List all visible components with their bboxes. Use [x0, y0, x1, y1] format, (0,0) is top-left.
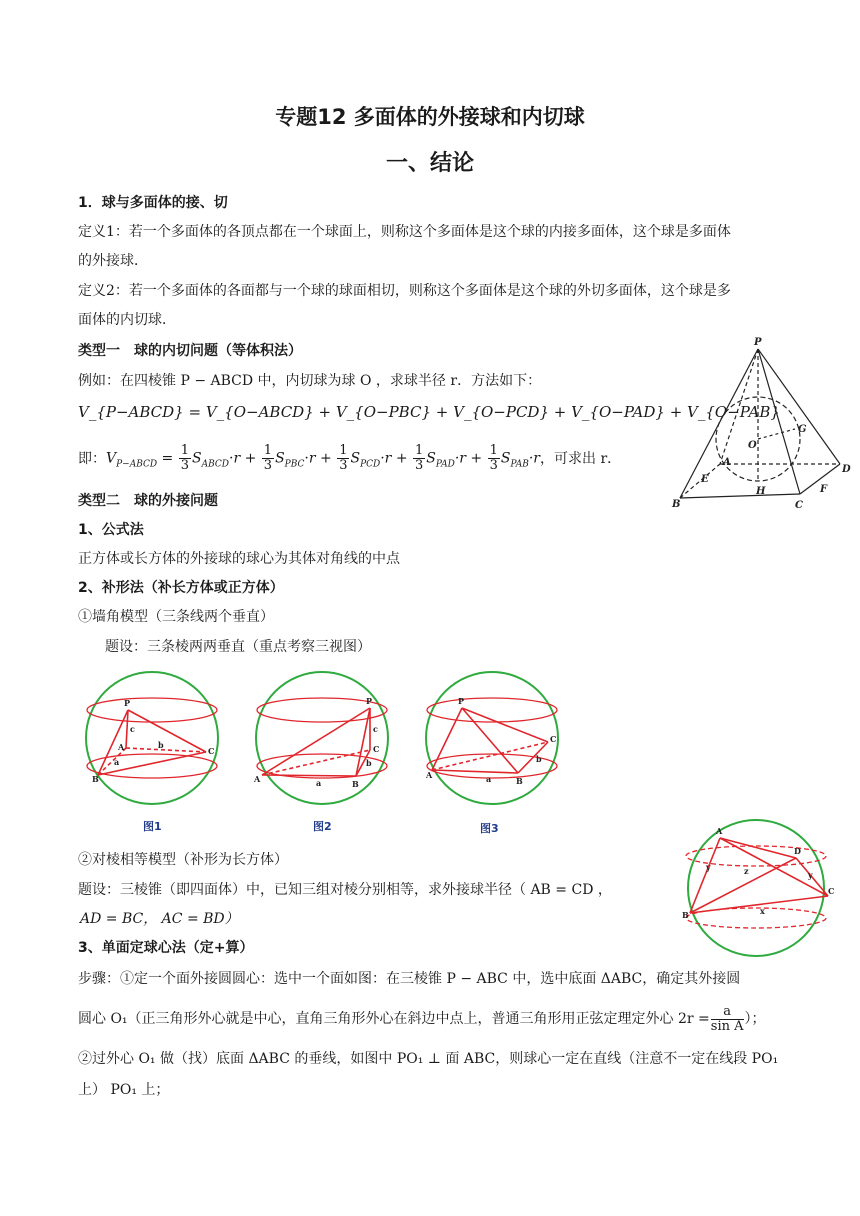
method3-step2-line1: ②过外心 O₁ 做（找）底面 ΔABC 的垂线，如图中 PO₁ ⊥ 面 ABC，则球心一定在直线（注意不一定在线段 PO₁: [78, 1051, 779, 1067]
sphere-figure-1: [78, 670, 228, 805]
svg-text:a: a: [316, 778, 322, 788]
definition-1-line2: 的外接球．: [78, 253, 148, 269]
method3-step1-line2: [78, 1000, 766, 1038]
sphere-figure-2: [248, 670, 398, 805]
method3-step1-text: 圆心 O₁（正三角形外心就是中心，直角三角形外心在斜边中点上，普通三角形用正弦定理定外心 2r =: [78, 1011, 710, 1027]
pyramid-figure: [670, 334, 855, 514]
method3-step2-line2: 上） PO₁ 上；: [78, 1082, 170, 1098]
svg-text:y: y: [808, 870, 813, 880]
svg-text:b: b: [366, 758, 372, 768]
document-title: 专题12 多面体的外接球和内切球: [275, 105, 585, 129]
vertex-label-c: C: [795, 500, 803, 511]
svg-text:A: A: [254, 774, 261, 784]
opposite-edges-condition-1: 题设：三棱锥（即四面体）中，已知三组对棱分别相等，求外接球半径（ AB = CD ，: [78, 882, 612, 898]
fraction-numerator: a: [711, 1005, 744, 1020]
svg-text:a: a: [486, 774, 492, 784]
method1-text: 正方体或长方体的外接球的球心为其体对角线的中点: [78, 551, 400, 567]
formula2-suffix: ，可求出 r．: [540, 451, 622, 467]
point-label-f: F: [820, 484, 828, 495]
definition-1-line1: 定义1：若一个多面体的各顶点都在一个球面上，则称这个多面体是这个球的内接多面体，这个球是多面体: [78, 224, 731, 240]
method3-heading: 3、单面定球心法（定+算）: [78, 940, 254, 956]
section-heading-1: 1．球与多面体的接、切: [78, 195, 228, 211]
svg-text:A: A: [716, 826, 723, 836]
sine-rule-fraction: [711, 1005, 744, 1034]
svg-text:A: A: [426, 770, 433, 780]
point-label-e: E: [701, 474, 709, 485]
sphere-figure-4: [678, 818, 838, 960]
svg-text:B: B: [92, 774, 99, 784]
point-label-h: H: [756, 486, 766, 497]
vertex-label-d: D: [842, 464, 851, 475]
type2-heading: 类型二 球的外接问题: [78, 493, 218, 509]
figure-2-caption: 图2: [313, 820, 332, 833]
wall-corner-model: ①墙角模型（三条线两个垂直）: [78, 609, 274, 625]
sphere-figure-3: [418, 670, 568, 805]
wall-corner-condition: 题设：三条棱两两垂直（重点考察三视图）: [105, 639, 371, 655]
volume-expansion-formula: [78, 440, 621, 478]
svg-text:z: z: [744, 866, 749, 876]
svg-text:B: B: [682, 910, 689, 920]
definition-2-line2: 面体的内切球．: [78, 312, 176, 328]
svg-text:C: C: [828, 886, 835, 896]
svg-text:c: c: [373, 724, 378, 734]
vertex-label-p: P: [754, 337, 762, 348]
type1-heading: 类型一 球的内切问题（等体积法）: [78, 343, 302, 359]
vertex-label-a: A: [723, 457, 731, 468]
svg-text:B: B: [516, 776, 523, 786]
svg-text:P: P: [458, 696, 465, 706]
svg-text:a: a: [114, 757, 120, 767]
method3-step1-line1: 步骤：①定一个面外接圆圆心：选中一个面如图：在三棱锥 P − ABC 中，选中底面 ΔABC，确定其外接圆: [78, 971, 741, 987]
section-title: 一、结论: [385, 151, 474, 176]
svg-text:b: b: [536, 754, 542, 764]
svg-text:D: D: [794, 846, 801, 856]
volume-formula: V_{P−ABCD} = V_{O−ABCD} + V_{O−PBC} + V_{O−PCD} + V_{O−PAD} + V_{O−PAB}: [78, 403, 780, 421]
formula2-body: $V_{P-ABCD}$ = $\frac{1}{3}$ $S_{ABCD}\cdot r$ + $\frac{1}{3}$ $S_{PBC}\cdot r$ + $\frac{1}{3}$ $S_{PCD}\cdot r$ + $\frac{1}{3}$ $S_{PAD}\cdot r$ + $\frac{1}{3}$ $S_{PAB}\cdot r$: [106, 442, 540, 473]
point-label-g: G: [798, 424, 807, 435]
vertex-label-b: B: [672, 499, 681, 510]
method1-heading: 1、公式法: [78, 522, 144, 538]
svg-text:y: y: [706, 862, 711, 872]
svg-text:b: b: [158, 740, 164, 750]
svg-text:x: x: [760, 906, 765, 916]
definition-2-line1: 定义2：若一个多面体的各面都与一个球的球面相切，则称这个多面体是这个球的外切多面体，这个球是多: [78, 283, 731, 299]
svg-text:B: B: [352, 779, 359, 789]
fraction-denominator: sin A: [710, 1018, 744, 1034]
svg-text:c: c: [130, 724, 135, 734]
formula2-prefix: 即：: [78, 451, 106, 467]
svg-text:C: C: [550, 734, 557, 744]
svg-text:C: C: [208, 746, 215, 756]
method3-step1-end: ）；: [744, 1011, 766, 1027]
svg-text:P: P: [366, 696, 373, 706]
opposite-edges-condition-2: AD = BC， AC = BD）: [80, 911, 239, 927]
figure-1-caption: 图1: [143, 820, 162, 833]
figure-3-caption: 图3: [480, 822, 499, 835]
center-label-o: O: [748, 440, 757, 451]
svg-text:C: C: [373, 744, 380, 754]
svg-text:A: A: [118, 742, 125, 752]
svg-text:P: P: [124, 698, 131, 708]
opposite-edges-model: ②对棱相等模型（补形为长方体）: [78, 852, 288, 868]
method2-heading: 2、补形法（补长方体或正方体）: [78, 580, 284, 596]
type1-example: 例如：在四棱锥 P − ABCD 中，内切球为球 O ，求球半径 r．方法如下：: [78, 373, 542, 389]
